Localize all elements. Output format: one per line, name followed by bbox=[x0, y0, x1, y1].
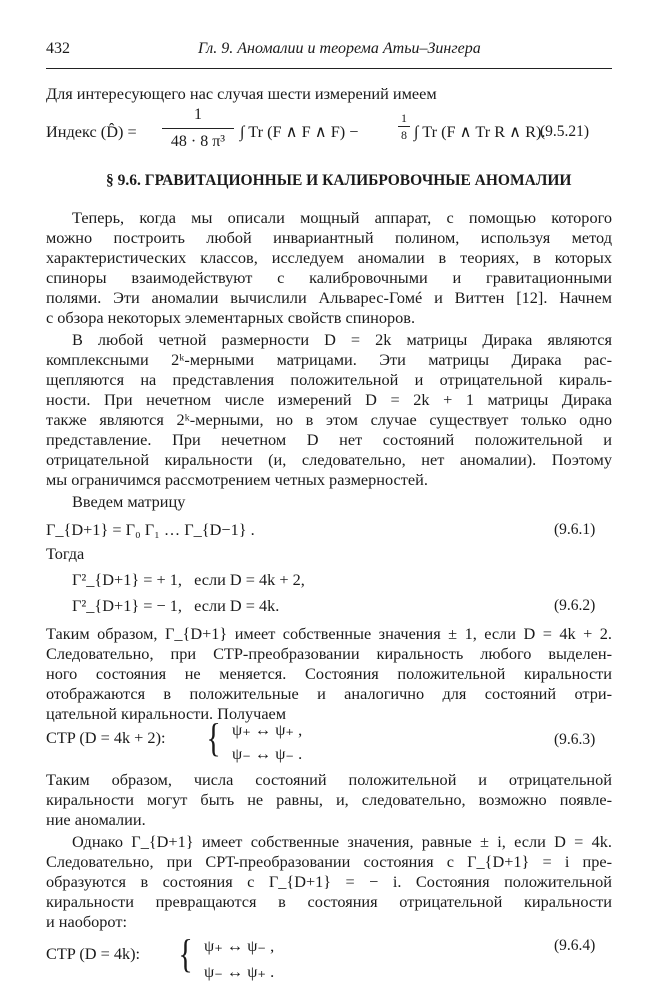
eq-9-5-21-mid: ∫ Tr (F ∧ F ∧ F) − bbox=[240, 122, 359, 141]
text-line: Однако Γ_{D+1} имеет собственные значения, равные ± i, если D = 4k. bbox=[72, 832, 612, 851]
text-line: отрицательной киральности (и, следовательно, нет аномалии). Поэтому bbox=[46, 450, 612, 469]
text-line: комплексными 2ᵏ-мерными матрицами. Эти матрицы Дирака рас- bbox=[46, 350, 612, 369]
text-line: киральности превращаются в состояния отрицательной киральности bbox=[46, 892, 612, 911]
eq-9-6-3-line1: ψ₊ ↔ ψ₊ , bbox=[232, 720, 303, 739]
text-line: ние аномалии. bbox=[46, 810, 146, 829]
text-line: можно построить любой инвариантный полином, используя метод bbox=[46, 228, 612, 247]
eq-9-5-21-number: (9.5.21) bbox=[540, 123, 590, 140]
text-line: и наоборот: bbox=[46, 912, 127, 931]
eq-9-6-4-line1: ψ₊ ↔ ψ₋ , bbox=[204, 936, 275, 955]
frac2-numerator: 1 bbox=[401, 111, 407, 125]
eq-9-6-4-line2: ψ₋ ↔ ψ₊ . bbox=[204, 962, 275, 981]
eq-9-6-3-lhs: CTP (D = 4k + 2): bbox=[46, 728, 166, 747]
text-line: мы ограничимся рассмотрением четных размерностей. bbox=[46, 470, 428, 489]
eq-9-5-21-rhs: ∫ Tr (F ∧ Tr R ∧ R). bbox=[414, 122, 546, 141]
intro-matrix: Введем матрицу bbox=[72, 492, 186, 511]
text-line: ного состояния не меняется. Состояния положительной киральности bbox=[46, 664, 612, 683]
eq-9-6-1-number: (9.6.1) bbox=[554, 521, 596, 538]
text-line: В любой четной размерности D = 2k матрицы Дирака являются bbox=[72, 330, 612, 349]
text-line: Теперь, когда мы описали мощный аппарат, с помощью которого bbox=[72, 208, 612, 227]
section-title: § 9.6. ГРАВИТАЦИОННЫЕ И КАЛИБРОВОЧНЫЕ АНОМАЛИИ bbox=[106, 172, 572, 189]
eq-9-6-3-number: (9.6.3) bbox=[554, 731, 596, 748]
togda-line: Тогда bbox=[46, 544, 85, 563]
frac2-denominator: 8 bbox=[401, 128, 407, 142]
intro-line: Для интересующего нас случая шести измерений имеем bbox=[46, 84, 437, 103]
eq-9-5-21-frac2 bbox=[398, 112, 410, 152]
text-line: представление. При нечетном D нет состояний положительной и bbox=[46, 430, 612, 449]
text-line: ности. При нечетном числе измерений D = 2k + 1 матрицы Дирака bbox=[46, 390, 612, 409]
frac1-denominator: 48 · 8 π³ bbox=[170, 133, 226, 150]
text-line: Следовательно, при CPT-преобразовании состояния с Γ_{D+1} = i пре- bbox=[46, 852, 612, 871]
text-line: цательной киральности. Получаем bbox=[46, 704, 287, 723]
text-line: характеристических классов, исследуем аномалии в теориях, в которых bbox=[46, 248, 612, 267]
text-line: Следовательно, при CTP-преобразовании киральность любого выделен- bbox=[46, 644, 612, 663]
text-line: Таким образом, Γ_{D+1} имеет собственные значения ± 1, если D = 4k + 2. bbox=[46, 624, 612, 643]
frac1-numerator: 1 bbox=[194, 106, 202, 123]
text-line: полями. Эти аномалии вычислили Альварес-Гомé и Виттен [12]. Начнем bbox=[46, 288, 612, 307]
eq-9-6-3-line2: ψ₋ ↔ ψ₋ . bbox=[232, 744, 303, 763]
text-line: Таким образом, числа состояний положительной и отрицательной bbox=[46, 770, 612, 789]
eq-9-5-21-lhs: Индекс (D̂) = bbox=[46, 122, 137, 141]
running-title: Гл. 9. Аномалии и теорема Атьи–Зингера bbox=[198, 40, 481, 57]
eq-9-6-2-line2: Γ²_{D+1} = − 1, если D = 4k. bbox=[72, 596, 280, 615]
text-line: с обзора некоторых элементарных свойств спиноров. bbox=[46, 308, 416, 327]
left-brace-icon: { bbox=[178, 931, 193, 976]
eq-9-6-4-lhs: CTP (D = 4k): bbox=[46, 944, 141, 963]
eq-9-5-21-frac1 bbox=[162, 106, 234, 154]
eq-9-6-1: Γ_{D+1} = Γ₀ Γ₁ … Γ_{D−1} . bbox=[46, 520, 255, 539]
eq-9-6-2-line1: Γ²_{D+1} = + 1, если D = 4k + 2, bbox=[72, 570, 305, 589]
text-line: киральности могут быть не равны, и, следовательно, возможно появле- bbox=[46, 790, 612, 809]
left-brace-icon: { bbox=[206, 715, 221, 760]
header-rule bbox=[46, 68, 612, 69]
text-line: спиноры взаимодействуют с калибровочными и гравитационными bbox=[46, 268, 612, 287]
text-line: щепляются на представления положительной и отрицательной кираль- bbox=[46, 370, 612, 389]
text-line: образуются в состояния с Γ_{D+1} = − i. Состояния положительной bbox=[46, 872, 612, 891]
page-number: 432 bbox=[46, 40, 70, 57]
text-line: отображаются в положительные и аналогично для состояний отри- bbox=[46, 684, 612, 703]
eq-9-6-4-number: (9.6.4) bbox=[554, 937, 596, 954]
eq-9-6-2-number: (9.6.2) bbox=[554, 597, 596, 614]
text-line: также являются 2ᵏ-мерными, но в этом случае существует только одно bbox=[46, 410, 612, 429]
